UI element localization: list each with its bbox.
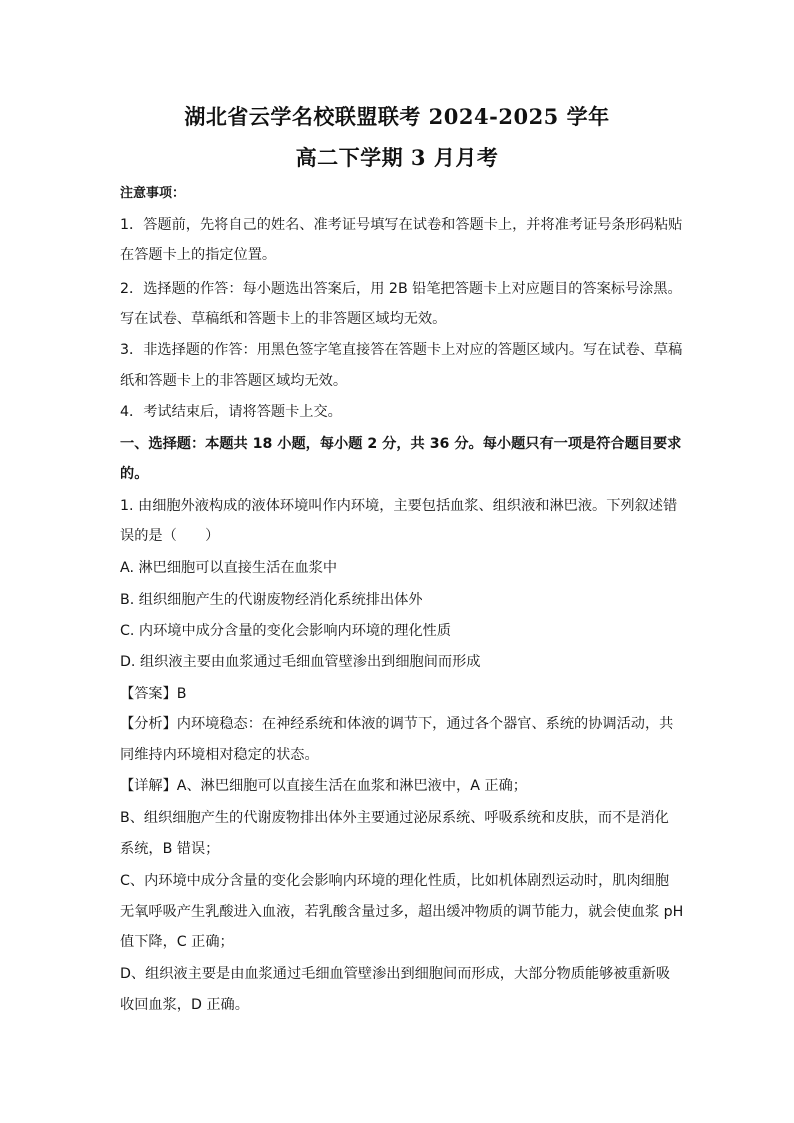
notice-line: 3．非选择题的作答：用黑色签字笔直接答在答题卡上对应的答题区域内。写在试卷、草稿	[120, 342, 683, 358]
exam-title-line2: 高二下学期 3 月月考	[295, 145, 499, 170]
option-a: A. 淋巴细胞可以直接生活在血浆中	[120, 560, 338, 576]
analysis-line: 【分析】内环境稳态：在神经系统和体液的调节下，通过各个器官、系统的协调活动，共	[120, 716, 674, 732]
notice-line: 1．答题前，先将自己的姓名、准考证号填写在试卷和答题卡上，并将准考证号条形码粘贴	[120, 217, 683, 233]
detail-line: D、组织液主要是由血浆通过毛细血管壁渗出到细胞间而形成，大部分物质能够被重新吸	[120, 966, 671, 982]
option-b: B. 组织细胞产生的代谢废物经消化系统排出体外	[120, 592, 423, 608]
question-stem: 误的是（ ）	[120, 528, 220, 544]
notice-heading: 注意事项：	[120, 186, 186, 201]
notice-line: 写在试卷、草稿纸和答题卡上的非答题区域均无效。	[120, 311, 447, 327]
detail-line: 无氧呼吸产生乳酸进入血液，若乳酸含量过多，超出缓冲物质的调节能力，就会使血浆 pH	[120, 904, 684, 920]
option-d: D. 组织液主要由血浆通过毛细血管壁渗出到细胞间而形成	[120, 654, 481, 670]
detail-line: C、内环境中成分含量的变化会影响内环境的理化性质，比如机体剧烈运动时，肌肉细胞	[120, 873, 670, 889]
exam-title-line1: 湖北省云学名校联盟联考 2024-2025 学年	[184, 104, 610, 129]
detail-line: B、组织细胞产生的代谢废物排出体外主要通过泌尿系统、呼吸系统和皮肤，而不是消化	[120, 810, 669, 826]
section-heading: 一、选择题：本题共 18 小题，每小题 2 分，共 36 分。每小题只有一项是符合题目要求	[120, 436, 682, 452]
analysis-line: 同维持内环境相对稳定的状态。	[120, 747, 319, 763]
option-c: C. 内环境中成分含量的变化会影响内环境的理化性质	[120, 623, 452, 639]
detail-line: 系统，B 错误；	[120, 841, 220, 857]
notice-line: 4．考试结束后，请将答题卡上交。	[120, 404, 342, 420]
detail-line: 【详解】A、淋巴细胞可以直接生活在血浆和淋巴液中，A 正确；	[120, 778, 527, 794]
detail-line: 值下降，C 正确；	[120, 934, 234, 950]
notice-line: 2．选择题的作答：每小题选出答案后，用 2B 铅笔把答题卡上对应题目的答案标号涂黑。	[120, 281, 682, 297]
detail-line: 收回血浆，D 正确。	[120, 997, 249, 1013]
notice-line: 在答题卡上的指定位置。	[120, 247, 277, 263]
notice-line: 纸和答题卡上的非答题区域均无效。	[120, 373, 348, 389]
section-heading: 的。	[120, 466, 149, 482]
question-stem: 1. 由细胞外液构成的液体环境叫作内环境，主要包括血浆、组织液和淋巴液。下列叙述错	[120, 498, 678, 514]
answer-line: 【答案】B	[120, 686, 187, 702]
